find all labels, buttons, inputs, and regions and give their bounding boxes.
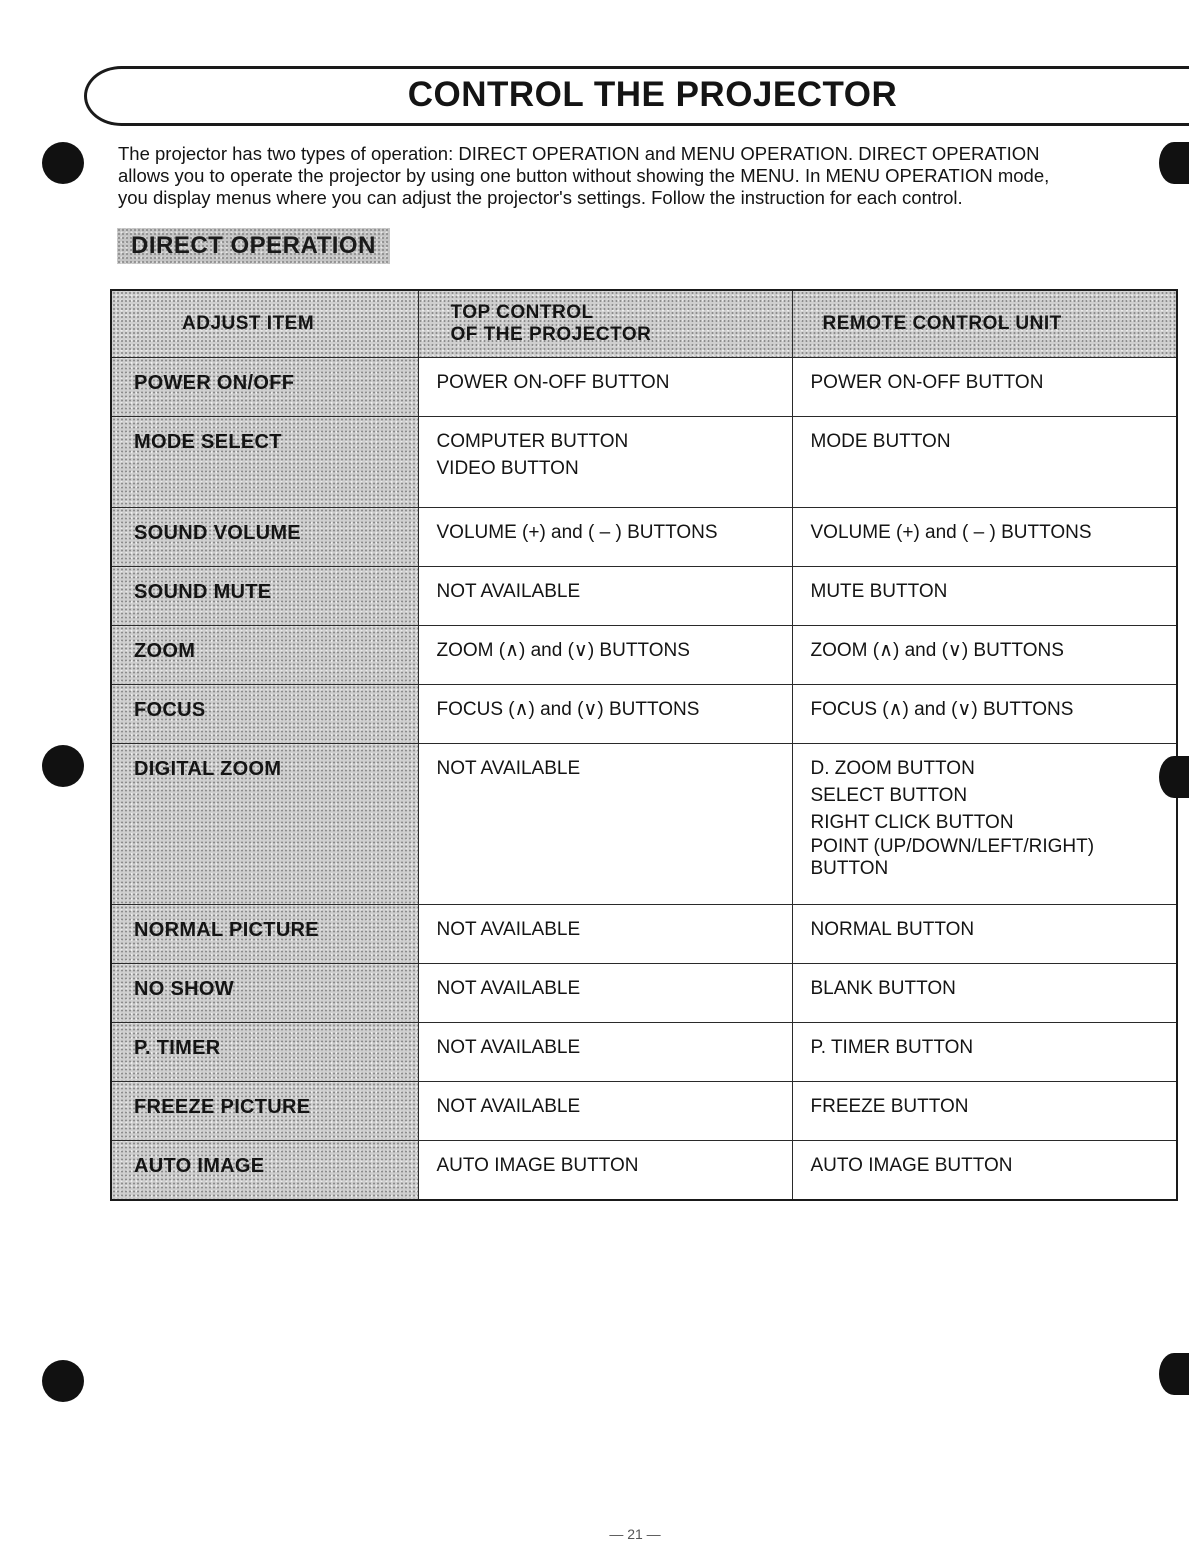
top-control-cell: AUTO IMAGE BUTTON — [418, 1141, 792, 1201]
page-title: CONTROL THE PROJECTOR — [407, 75, 898, 114]
top-control-cell: POWER ON-OFF BUTTON — [418, 358, 792, 417]
header-top-control: TOP CONTROL OF THE PROJECTOR — [418, 290, 792, 358]
table-row — [111, 1141, 1177, 1201]
top-control-cell: NOT AVAILABLE — [418, 964, 792, 1023]
header-remote-control: REMOTE CONTROL UNIT — [792, 290, 1177, 358]
adjust-item-cell: POWER ON/OFF — [111, 358, 418, 417]
section-title: DIRECT OPERATION — [117, 228, 390, 264]
table-row — [111, 964, 1177, 1023]
direct-operation-table — [110, 289, 1178, 1201]
remote-control-cell: VOLUME (+) and ( – ) BUTTONS — [792, 508, 1177, 567]
remote-control-cell: FREEZE BUTTON — [792, 1082, 1177, 1141]
table-row — [111, 508, 1177, 567]
top-control-cell: NOT AVAILABLE — [418, 905, 792, 964]
punch-hole-icon — [42, 745, 84, 787]
header-adjust-item: ADJUST ITEM — [111, 290, 418, 358]
intro-line: The projector has two types of operation: DIRECT OPERATION and MENU OPERATION. DIRECT OPERATION — [118, 143, 1040, 164]
adjust-item-cell: ZOOM — [111, 626, 418, 685]
punch-hole-icon — [42, 142, 84, 184]
top-control-cell: NOT AVAILABLE — [418, 567, 792, 626]
remote-control-cell: P. TIMER BUTTON — [792, 1023, 1177, 1082]
intro-line: allows you to operate the projector by using one button without showing the MENU. In MENU OPERATION mode, — [118, 165, 1050, 186]
adjust-item-cell: AUTO IMAGE — [111, 1141, 418, 1201]
intro-line: you display menus where you can adjust the projector's settings. Follow the instruction for each control. — [118, 187, 963, 208]
adjust-item-cell: P. TIMER — [111, 1023, 418, 1082]
adjust-item-cell: DIGITAL ZOOM — [111, 744, 418, 905]
remote-control-cell: FOCUS (∧) and (∨) BUTTONS — [792, 685, 1177, 744]
remote-control-cell: AUTO IMAGE BUTTON — [792, 1141, 1177, 1201]
table-header-row — [111, 290, 1177, 358]
remote-control-cell: MODE BUTTON — [792, 417, 1177, 508]
remote-control-cell: POWER ON-OFF BUTTON — [792, 358, 1177, 417]
punch-hole-icon — [1159, 142, 1189, 184]
top-control-cell: COMPUTER BUTTON VIDEO BUTTON — [418, 417, 792, 508]
adjust-item-cell: SOUND MUTE — [111, 567, 418, 626]
top-control-cell: FOCUS (∧) and (∨) BUTTONS — [418, 685, 792, 744]
table-row — [111, 685, 1177, 744]
remote-control-cell: ZOOM (∧) and (∨) BUTTONS — [792, 626, 1177, 685]
adjust-item-cell: FOCUS — [111, 685, 418, 744]
adjust-item-cell: MODE SELECT — [111, 417, 418, 508]
top-control-cell: NOT AVAILABLE — [418, 744, 792, 905]
adjust-item-cell: NO SHOW — [111, 964, 418, 1023]
adjust-item-cell: SOUND VOLUME — [111, 508, 418, 567]
punch-hole-icon — [1159, 1353, 1189, 1395]
remote-control-cell: D. ZOOM BUTTON SELECT BUTTON RIGHT CLICK BUTTON POINT (UP/DOWN/LEFT/RIGHT) BUTTON — [792, 744, 1177, 905]
top-control-cell: NOT AVAILABLE — [418, 1023, 792, 1082]
top-control-cell: ZOOM (∧) and (∨) BUTTONS — [418, 626, 792, 685]
table-row — [111, 358, 1177, 417]
table-row — [111, 744, 1177, 905]
adjust-item-cell: FREEZE PICTURE — [111, 1082, 418, 1141]
table-row — [111, 626, 1177, 685]
remote-control-cell: MUTE BUTTON — [792, 567, 1177, 626]
table-row — [111, 567, 1177, 626]
table-row — [111, 1082, 1177, 1141]
table-row — [111, 417, 1177, 508]
top-control-cell: VOLUME (+) and ( – ) BUTTONS — [418, 508, 792, 567]
remote-control-cell: BLANK BUTTON — [792, 964, 1177, 1023]
remote-control-cell: NORMAL BUTTON — [792, 905, 1177, 964]
punch-hole-icon — [42, 1360, 84, 1402]
table-row — [111, 905, 1177, 964]
page-number: — 21 — — [609, 1526, 661, 1542]
intro-paragraph — [118, 143, 1178, 209]
top-control-cell: NOT AVAILABLE — [418, 1082, 792, 1141]
table-row — [111, 1023, 1177, 1082]
punch-hole-icon — [1159, 756, 1189, 798]
adjust-item-cell: NORMAL PICTURE — [111, 905, 418, 964]
